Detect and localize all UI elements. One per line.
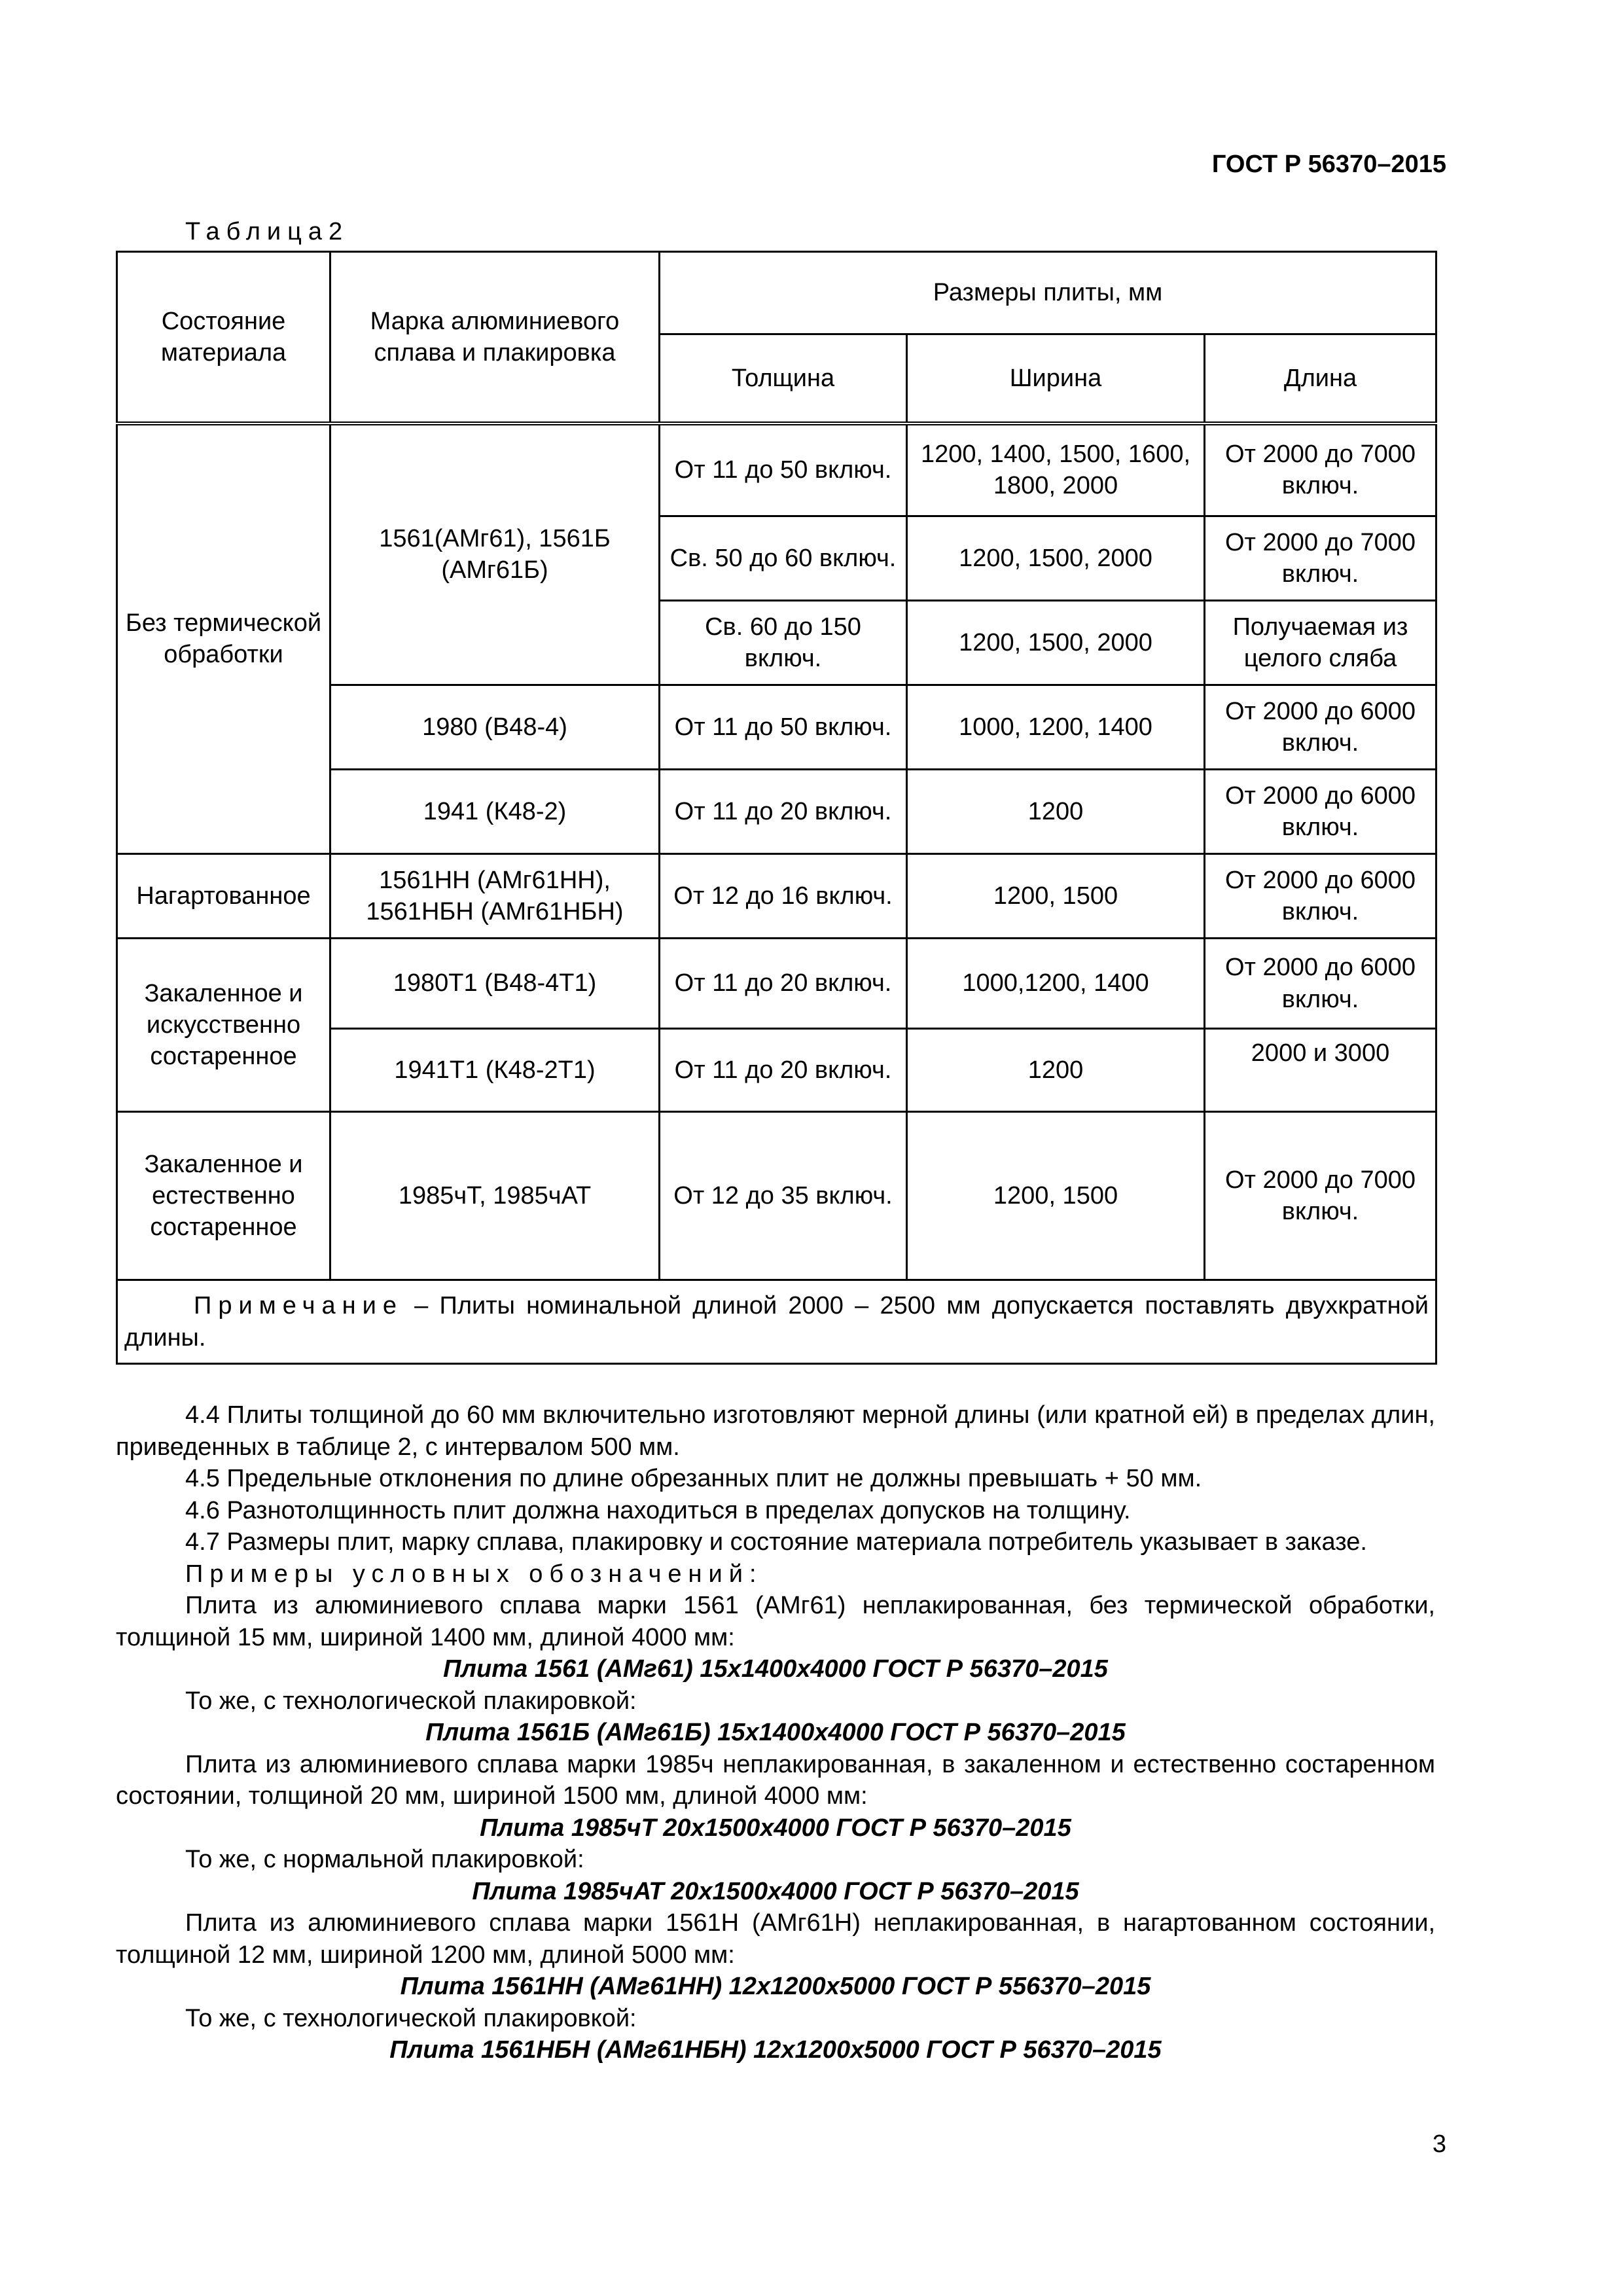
designation-1b: Плита 1561Б (АМг61Б) 15х1400х4000 ГОСТ Р 56370–2015: [425, 1719, 1126, 1746]
state-artificially-aged: Закаленное и искусственно состаренное: [117, 939, 330, 1112]
state-naturally-aged: Закаленное и естественно состаренное: [117, 1112, 330, 1280]
cell-width: 1200: [907, 770, 1205, 854]
cell-length: От 2000 до 6000 включ.: [1205, 939, 1436, 1029]
header-width: Ширина: [907, 334, 1205, 423]
paragraph-4-4: 4.4 Плиты толщиной до 60 мм включительно изготовляют мерной длины (или кратной ей) в пределах длин, приведенных в таблице 2, с интервалом 500 мм.: [116, 1401, 1435, 1461]
cell-thickness: От 11 до 50 включ.: [660, 423, 907, 516]
designation-3: Плита 1561НН (АМг61НН) 12х1200х5000 ГОСТ Р 556370–2015: [400, 1973, 1151, 2000]
cell-thickness: От 11 до 20 включ.: [660, 939, 907, 1029]
body-text: [116, 1399, 1435, 2066]
state-no-heat-treatment: Без термической обработки: [117, 423, 330, 854]
alloy-1561: 1561(АМг61), 1561Б (АМг61Б): [330, 423, 660, 685]
cell-length: 2000 и 3000: [1205, 1029, 1436, 1112]
table-row: [117, 423, 1436, 516]
cell-thickness: От 11 до 50 включ.: [660, 685, 907, 770]
cell-thickness: Св. 50 до 60 включ.: [660, 516, 907, 601]
table-row: [117, 939, 1436, 1029]
example-3: Плита из алюминиевого сплава марки 1561Н (АМг61Н) неплакированная, в нагартованном состоянии, толщиной 12 мм, шириной 1200 мм, длиной 5000 мм:: [116, 1909, 1435, 1969]
header-alloy: Марка алюминиевого сплава и плакировка: [330, 252, 660, 423]
cell-length: От 2000 до 6000 включ.: [1205, 685, 1436, 770]
table-row: [117, 854, 1436, 939]
cell-width: 1200, 1500, 2000: [907, 516, 1205, 601]
cell-thickness: От 11 до 20 включ.: [660, 1029, 907, 1112]
state-work-hardened: Нагартованное: [117, 854, 330, 939]
cell-length: Получаемая из целого сляба: [1205, 601, 1436, 685]
cell-width: 1200, 1500: [907, 1112, 1205, 1280]
example-1: Плита из алюминиевого сплава марки 1561 (АМг61) неплакированная, без термической обработки, толщиной 15 мм, шириной 1400 мм, длиной 4000 мм:: [116, 1592, 1435, 1651]
alloy-1980t1: 1980Т1 (В48-4Т1): [330, 939, 660, 1029]
example-3b: То же, с технологической плакировкой:: [185, 2004, 637, 2032]
table-caption: Таблица2: [185, 218, 349, 245]
cell-length: От 2000 до 7000 включ.: [1205, 423, 1436, 516]
designation-2b: Плита 1985чАТ 20х1500х4000 ГОСТ Р 56370–2015: [472, 1877, 1079, 1905]
alloy-1980: 1980 (В48-4): [330, 685, 660, 770]
cell-thickness: От 11 до 20 включ.: [660, 770, 907, 854]
cell-length: От 2000 до 7000 включ.: [1205, 1112, 1436, 1280]
dimensions-table: [116, 251, 1437, 1365]
note-text: – Плиты номинальной длиной 2000 – 2500 мм допускается поставлять двухкратной длины.: [124, 1292, 1429, 1352]
header-dimensions: Размеры плиты, мм: [660, 252, 1436, 334]
cell-length: От 2000 до 6000 включ.: [1205, 854, 1436, 939]
example-1b: То же, с технологической плакировкой:: [185, 1687, 637, 1715]
example-2: Плита из алюминиевого сплава марки 1985ч неплакированная, в закаленном и естественно состаренном состоянии, толщиной 20 мм, шириной 1500 мм, длиной 4000 мм:: [116, 1750, 1435, 1810]
cell-length: От 2000 до 6000 включ.: [1205, 770, 1436, 854]
alloy-1985: 1985чТ, 1985чАТ: [330, 1112, 660, 1280]
page-number: 3: [1432, 2130, 1446, 2158]
standard-number: ГОСТ Р 56370–2015: [1211, 151, 1446, 178]
cell-width: 1200, 1500, 2000: [907, 601, 1205, 685]
designation-2: Плита 1985чТ 20х1500х4000 ГОСТ Р 56370–2015: [480, 1814, 1071, 1842]
cell-thickness: Св. 60 до 150 включ.: [660, 601, 907, 685]
header-state: Состояние материала: [117, 252, 330, 423]
designation-1: Плита 1561 (АМг61) 15х1400х4000 ГОСТ Р 56370–2015: [443, 1655, 1108, 1683]
paragraph-4-5: 4.5 Предельные отклонения по длине обрезанных плит не должны превышать + 50 мм.: [185, 1465, 1202, 1492]
cell-width: 1000,1200, 1400: [907, 939, 1205, 1029]
cell-thickness: От 12 до 35 включ.: [660, 1112, 907, 1280]
cell-width: 1200, 1400, 1500, 1600, 1800, 2000: [907, 423, 1205, 516]
note-label: Примечание: [194, 1292, 403, 1320]
table-note: [117, 1280, 1436, 1364]
cell-thickness: От 12 до 16 включ.: [660, 854, 907, 939]
examples-heading: Примеры условных обозначений:: [185, 1560, 763, 1588]
example-2b: То же, с нормальной плакировкой:: [185, 1846, 584, 1873]
header-thickness: Толщина: [660, 334, 907, 423]
alloy-1561nn: 1561НН (АМг61НН), 1561НБН (АМг61НБН): [330, 854, 660, 939]
cell-length: От 2000 до 7000 включ.: [1205, 516, 1436, 601]
cell-width: 1200: [907, 1029, 1205, 1112]
alloy-1941: 1941 (К48-2): [330, 770, 660, 854]
paragraph-4-6: 4.6 Разнотолщинность плит должна находиться в пределах допусков на толщину.: [185, 1496, 1131, 1524]
designation-3b: Плита 1561НБН (АМг61НБН) 12х1200х5000 ГОСТ Р 56370–2015: [389, 2036, 1162, 2064]
paragraph-4-7: 4.7 Размеры плит, марку сплава, плакировку и состояние материала потребитель указывает в заказе.: [185, 1528, 1367, 1556]
cell-width: 1000, 1200, 1400: [907, 685, 1205, 770]
alloy-1941t1: 1941Т1 (К48-2Т1): [330, 1029, 660, 1112]
cell-width: 1200, 1500: [907, 854, 1205, 939]
table-row: [117, 1112, 1436, 1280]
header-length: Длина: [1205, 334, 1436, 423]
